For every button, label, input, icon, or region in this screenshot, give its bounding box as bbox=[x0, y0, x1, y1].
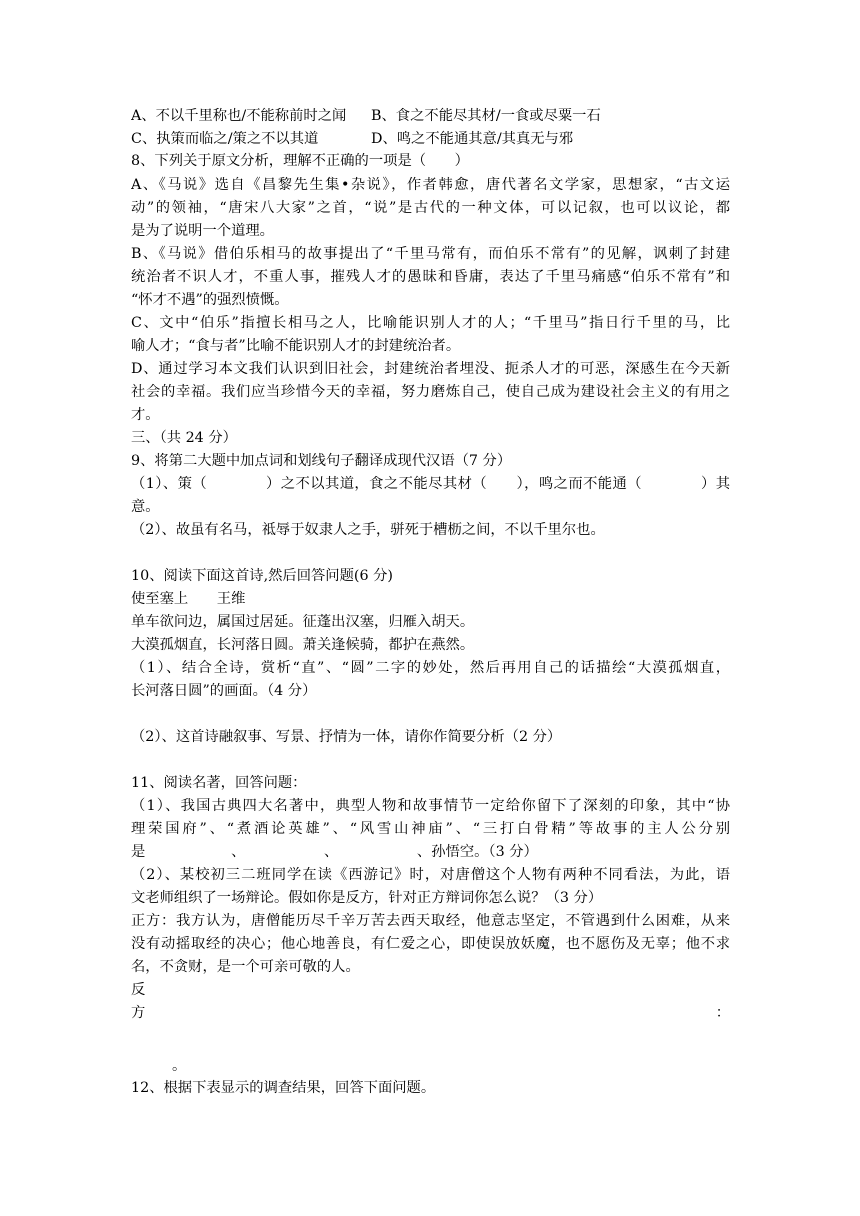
negative-label-char: 方 bbox=[131, 1005, 146, 1021]
q11-stem: 11、阅读名著，回答问题： bbox=[131, 775, 307, 791]
q11-part2-line: （2）、某校初三二班同学在读《西游记》时，对唐僧这个人物有两种不同看法，为此，语 bbox=[131, 867, 730, 883]
negative-label: 反 bbox=[131, 982, 146, 998]
q11-part2-line: 文老师组织了一场辩论。假如你是反方，针对正方辩词你怎么说？（3 分） bbox=[131, 890, 603, 906]
poem-line: 大漠孤烟直，长河落日圆。萧关逢候骑，都护在燕然。 bbox=[131, 637, 475, 653]
q7-option-b: B、食之不能尽其材/一食或尽粟一石 bbox=[371, 108, 601, 124]
q10-part1-line: 长河落日圆”的画面。（4 分） bbox=[131, 683, 317, 699]
q8-option-d-line: D、通过学习本文我们认识到旧社会，封建统治者埋没、扼杀人才的可恶，深感生在今天新 bbox=[131, 361, 730, 377]
q7-option-c: C、执策而临之/策之不以其道 bbox=[131, 131, 319, 147]
q11-part1-line: （1）、我国古典四大名著中，典型人物和故事情节一定给你留下了深刻的印象，其中“协 bbox=[131, 798, 730, 814]
q9-part1-line: 意。 bbox=[131, 499, 160, 515]
q8-option-a-line: 动”的领袖，“唐宋八大家”之首，“说”是古代的一种文体，可以记叙，也可以议论，都 bbox=[131, 200, 730, 216]
q8-option-c-line: C、文中“伯乐”指擅长相马之人，比喻能识别人才的人；“千里马”指日行千里的马，比 bbox=[131, 315, 730, 331]
q8-option-c-line: 喻人才；“食与者”比喻不能识别人才的封建统治者。 bbox=[131, 338, 461, 354]
negative-label bbox=[131, 1002, 730, 1024]
q9-stem: 9、将第二大题中加点词和划线句子翻译成现代汉语（7 分） bbox=[131, 453, 512, 469]
q8-option-b-line: 统治者不识人才，不重人事，摧残人才的愚昧和昏庸，表达了千里马痛感“伯乐不常有”和 bbox=[131, 269, 730, 285]
q10-part2: （2）、这首诗融叙事、写景、抒情为一体，请你作简要分析（2 分） bbox=[131, 729, 562, 745]
poem-title: 使至塞上 王维 bbox=[131, 591, 246, 607]
q8-option-a-line: A、《马说》选自《昌黎先生集•杂说》，作者韩愈，唐代著名文学家，思想家，“古文运 bbox=[131, 177, 730, 193]
q9-part1-line: （1）、策（ ）之不以其道，食之不能尽其材（ ），鸣之而不能通（ ）其 bbox=[131, 476, 730, 492]
q8-option-a-line: 是为了说明一个道理。 bbox=[131, 223, 274, 239]
answer-colon: ： bbox=[715, 1005, 730, 1021]
q7-option-row-2 bbox=[131, 128, 730, 150]
q7-option-d: D、鸣之不能通其意/其真无与邪 bbox=[371, 131, 574, 147]
q8-option-d-line: 社会的幸福。我们应当珍惜今天的幸福，努力磨炼自己，使自己成为建设社会主义的有用之 bbox=[131, 384, 730, 400]
affirmative-line: 没有动摇取经的决心；他心地善良，有仁爱之心，即使误放妖魔，也不愿伤及无辜；他不求 bbox=[131, 936, 730, 952]
poem-line: 单车欲问边，属国过居延。征蓬出汉塞，归雁入胡天。 bbox=[131, 614, 475, 630]
affirmative-line: 正方：我方认为，唐僧能历尽千辛万苦去西天取经，他意志坚定，不管遇到什么困难，从来 bbox=[131, 913, 730, 929]
q11-part1-line: 是 、 、 、孙悟空。（3 分） bbox=[131, 844, 538, 860]
q10-part1-line: （1）、结合全诗，赏析“直”、“圆”二字的妙处，然后再用自己的话描绘“大漠孤烟直， bbox=[131, 660, 730, 676]
q9-part2: （2）、故虽有名马，祗辱于奴隶人之手，骈死于槽枥之间，不以千里尔也。 bbox=[131, 522, 605, 538]
q8-stem: 8、下列关于原文分析，理解不正确的一项是（ ） bbox=[131, 153, 469, 169]
q7-option-a: A、不以千里称也/不能称前时之闻 bbox=[131, 108, 347, 124]
answer-end-mark: 。 bbox=[172, 1058, 187, 1074]
q8-option-b-line: B、《马说》借伯乐相马的故事提出了“千里马常有，而伯乐不常有”的见解，讽刺了封建 bbox=[131, 246, 730, 262]
q8-option-b-line: “怀才不遇”的强烈愤慨。 bbox=[131, 292, 289, 308]
q8-option-d-line: 才。 bbox=[131, 407, 160, 423]
q12-stem: 12、根据下表显示的调查结果，回答下面问题。 bbox=[131, 1080, 436, 1096]
section-heading: 三、（共 24 分） bbox=[131, 430, 237, 446]
q10-stem: 10、阅读下面这首诗,然后回答问题(6 分) bbox=[131, 568, 393, 584]
q11-part1-line: 理荣国府”、“煮酒论英雄”、“风雪山神庙”、“三打白骨精”等故事的主人公分别 bbox=[131, 821, 730, 837]
q7-option-row-1 bbox=[131, 105, 730, 127]
affirmative-line: 名，不贪财，是一个可亲可敬的人。 bbox=[131, 959, 360, 975]
